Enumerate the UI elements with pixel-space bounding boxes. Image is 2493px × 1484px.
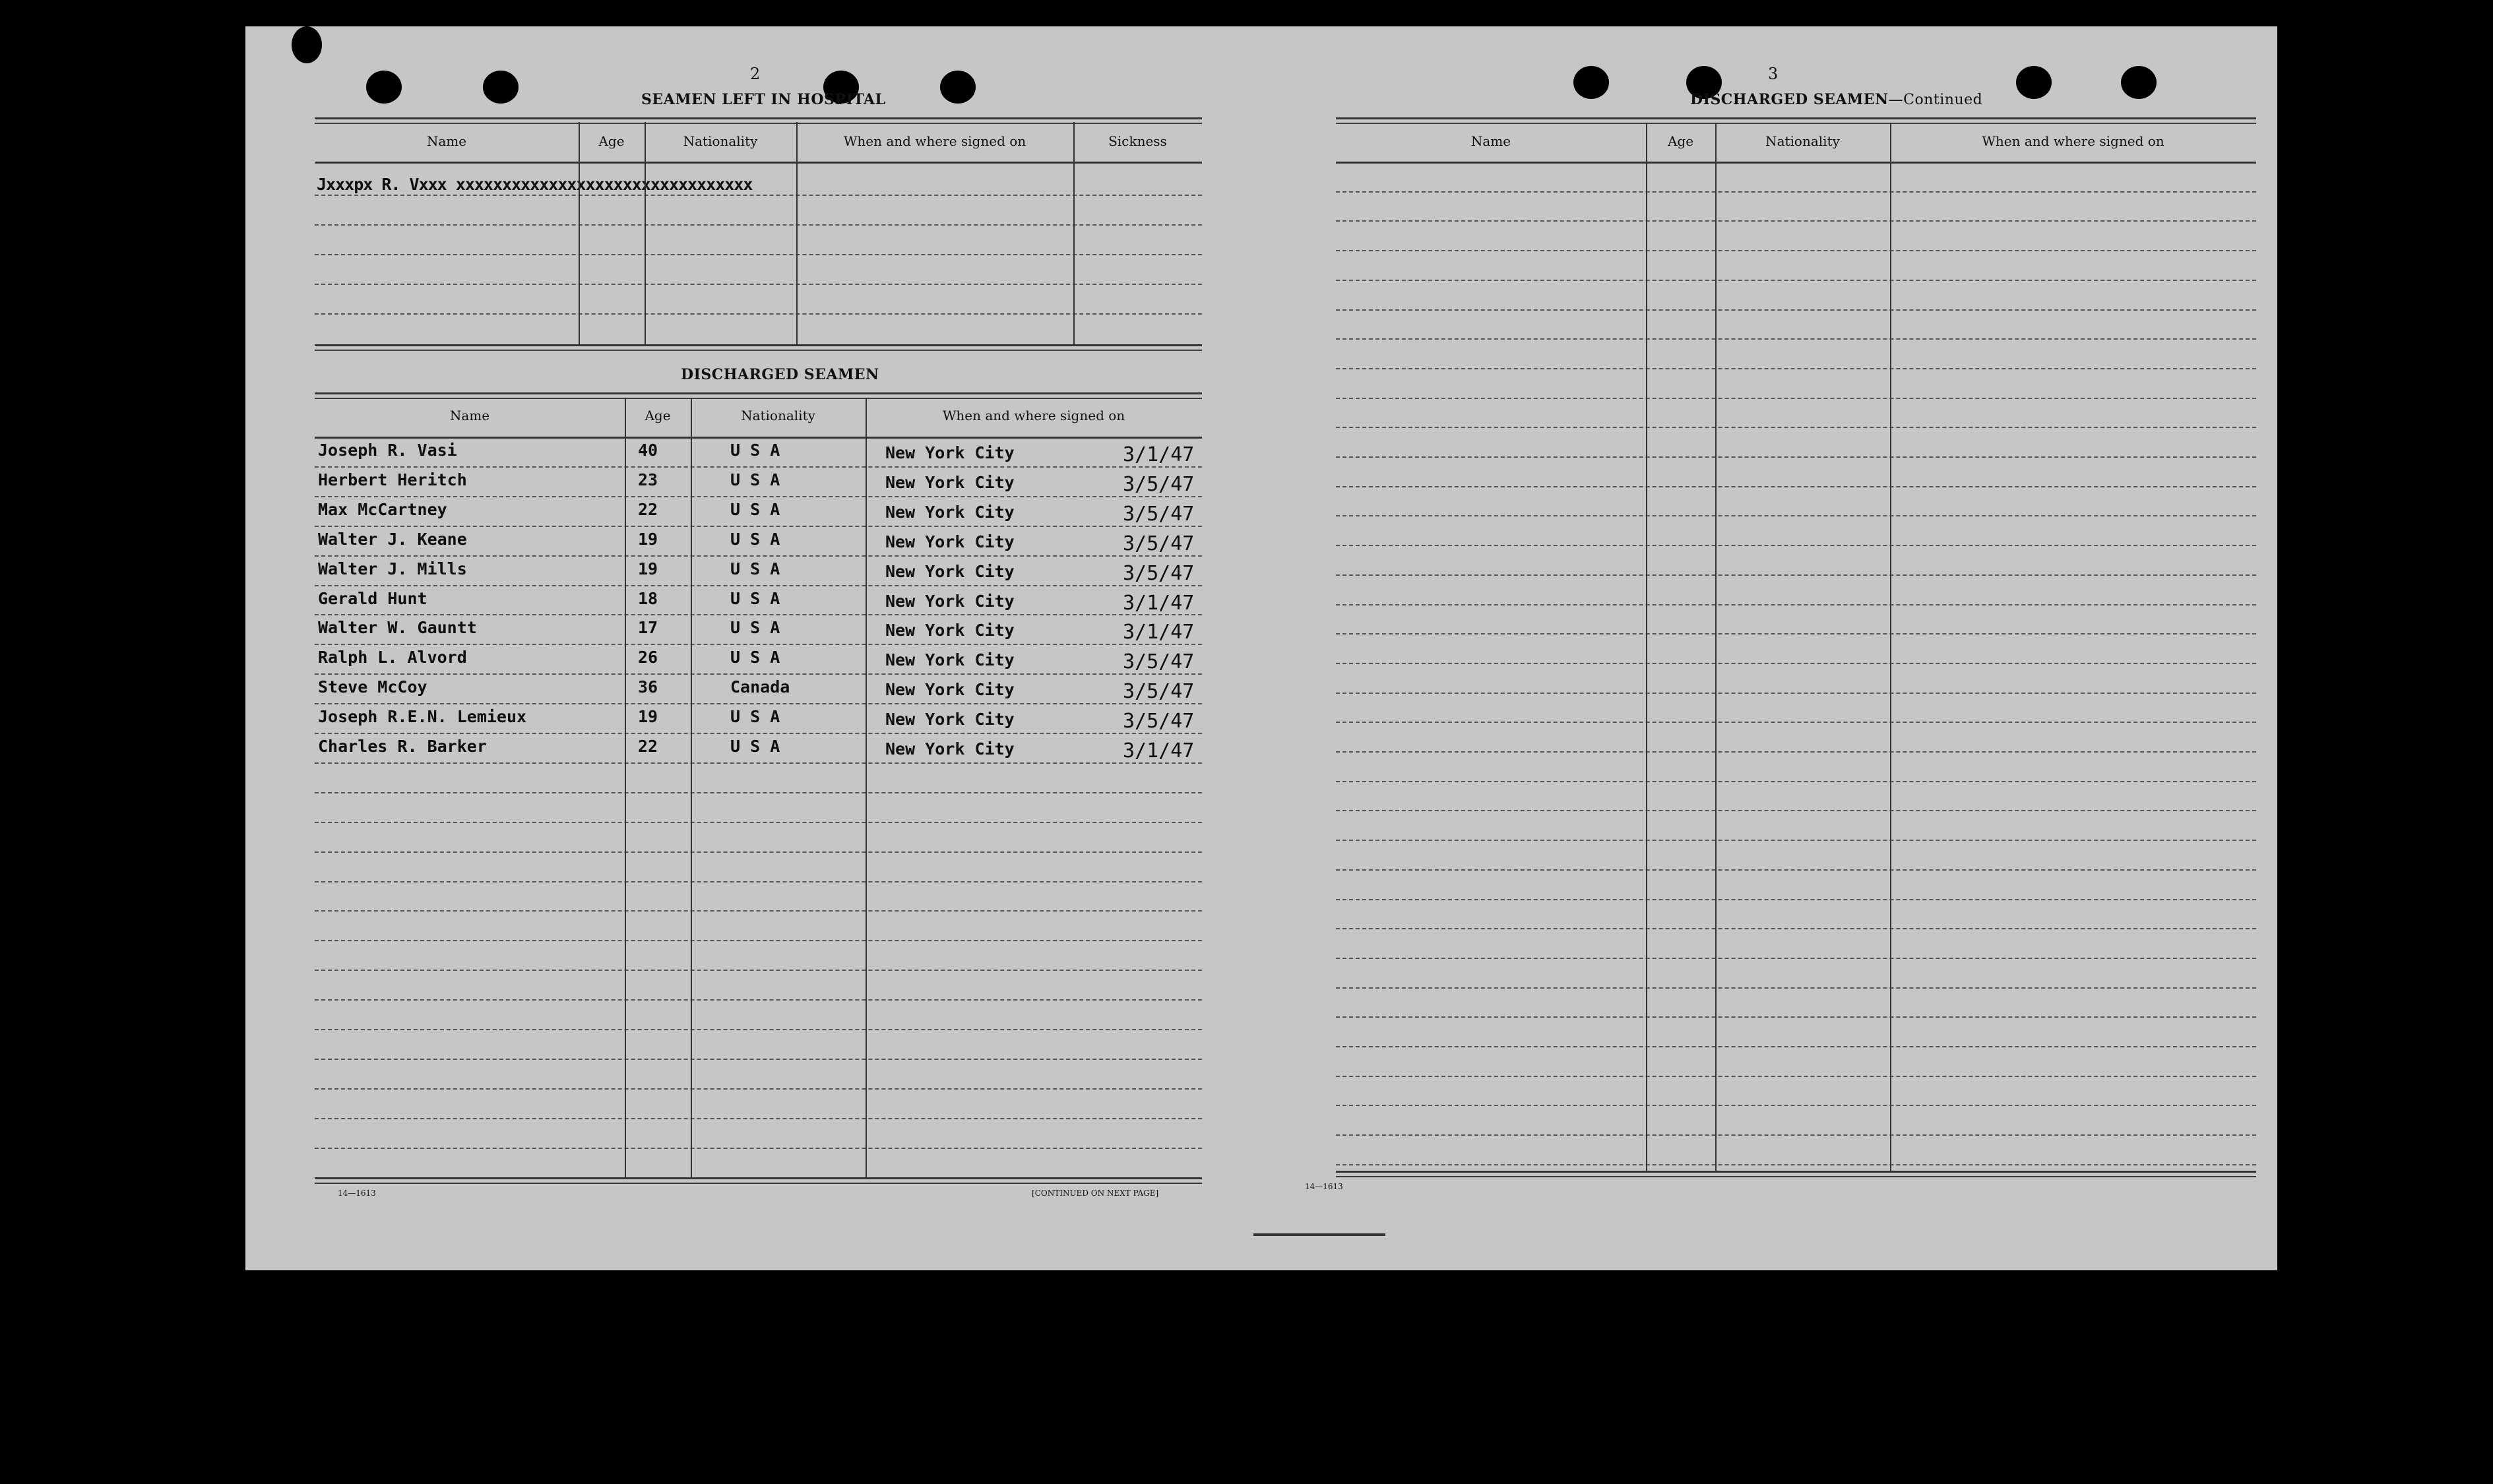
row-rule: [1336, 958, 2256, 959]
cell-place: New York City: [885, 502, 1015, 522]
row-rule: [315, 585, 1202, 586]
document-sheet: [245, 26, 2277, 1270]
form-number: 14—1613: [1305, 1182, 1343, 1191]
cell-age: 22: [638, 499, 658, 519]
cell-place: New York City: [885, 443, 1015, 462]
row-rule: [1336, 338, 2256, 340]
row-rule: [1336, 633, 2256, 634]
cell-nationality: U S A: [730, 618, 780, 638]
binder-hole: [292, 26, 322, 63]
cell-date: 3/1/47: [1123, 621, 1195, 644]
col-header-age: Age: [598, 133, 625, 149]
cell-nationality: U S A: [730, 529, 780, 549]
row-rule: [315, 999, 1202, 1001]
row-rule: [1336, 987, 2256, 989]
row-rule: [315, 851, 1202, 853]
cell-name: Joseph R.E.N. Lemieux: [318, 707, 527, 727]
row-rule: [1336, 722, 2256, 723]
cell-place: New York City: [885, 710, 1015, 729]
binder-hole: [366, 71, 402, 104]
row-rule: [1336, 693, 2256, 694]
col-header-nationality: Nationality: [1765, 133, 1840, 149]
row-rule: [1336, 663, 2256, 664]
col-header-nationality: Nationality: [741, 408, 815, 423]
right-page: [1280, 26, 2277, 1270]
cell-name: Charles R. Barker: [318, 737, 487, 756]
row-rule: [1336, 515, 2256, 516]
row-rule: [1336, 1164, 2256, 1165]
row-rule: [1336, 309, 2256, 311]
cell-nationality: U S A: [730, 559, 780, 578]
row-rule: [1336, 427, 2256, 428]
row-rule: [1336, 250, 2256, 251]
scan-edge-mark: [1253, 1233, 1385, 1236]
row-rule: [1336, 545, 2256, 546]
left-page: [245, 26, 1258, 1270]
col-header-name: Name: [1470, 133, 1511, 149]
row-rule: [1336, 869, 2256, 871]
cell-nationality: U S A: [730, 707, 780, 727]
cell-date: 3/5/47: [1123, 680, 1195, 704]
row-rule: [315, 940, 1202, 941]
cell-age: 19: [638, 559, 658, 578]
row-rule: [1336, 280, 2256, 281]
row-rule: [1336, 368, 2256, 369]
form-number: 14—1613: [338, 1189, 376, 1198]
binder-hole: [2121, 66, 2157, 99]
cell-date: 3/5/47: [1123, 710, 1195, 733]
binder-hole: [1573, 66, 1609, 99]
cell-nationality: U S A: [730, 441, 780, 460]
cell-date: 3/5/47: [1123, 561, 1195, 585]
row-rule: [315, 1088, 1202, 1090]
cell-name: Max McCartney: [318, 499, 447, 519]
row-rule: [1336, 456, 2256, 458]
row-rule: [315, 970, 1202, 971]
row-rule: [315, 822, 1202, 823]
cell-name: Herbert Heritch: [318, 470, 467, 489]
row-rule: [315, 1029, 1202, 1030]
cell-name: Walter J. Keane: [318, 529, 467, 549]
cell-name: Ralph L. Alvord: [318, 648, 467, 667]
col-header-age: Age: [645, 408, 671, 423]
row-rule: [1336, 928, 2256, 929]
row-rule: [315, 910, 1202, 912]
row-rule: [1336, 574, 2256, 576]
title-main: DISCHARGED SEAMEN: [1690, 91, 1889, 108]
cell-place: New York City: [885, 472, 1015, 492]
row-rule: [315, 792, 1202, 793]
cell-age: 18: [638, 588, 658, 608]
continued-note: [CONTINUED ON NEXT PAGE]: [1032, 1189, 1159, 1198]
cell-age: 19: [638, 529, 658, 549]
row-rule: [315, 1118, 1202, 1119]
row-rule: [1336, 751, 2256, 753]
cell-place: New York City: [885, 561, 1015, 581]
binder-hole: [2016, 66, 2052, 99]
cell-place: New York City: [885, 591, 1015, 611]
row-rule: [1336, 1046, 2256, 1047]
cell-nationality: U S A: [730, 648, 780, 667]
row-rule: [315, 1148, 1202, 1149]
cell-date: 3/5/47: [1123, 502, 1195, 526]
row-rule: [315, 1059, 1202, 1060]
row-rule: [315, 644, 1202, 645]
col-header-signed-on: When and where signed on: [843, 133, 1026, 149]
cell-place: New York City: [885, 650, 1015, 670]
row-rule: [315, 673, 1202, 675]
cell-nationality: U S A: [730, 470, 780, 489]
row-rule: [1336, 1134, 2256, 1136]
col-header-name: Name: [449, 408, 490, 423]
row-rule: [1336, 1076, 2256, 1077]
cell-age: 17: [638, 618, 658, 638]
col-header-nationality: Nationality: [683, 133, 758, 149]
cell-date: 3/1/47: [1123, 443, 1195, 466]
cell-nationality: U S A: [730, 737, 780, 756]
row-rule: [1336, 604, 2256, 605]
cell-age: 36: [638, 677, 658, 697]
cell-name: Joseph R. Vasi: [318, 441, 457, 460]
row-rule: [315, 555, 1202, 557]
row-rule: [315, 496, 1202, 497]
cell-nationality: U S A: [730, 499, 780, 519]
cell-place: New York City: [885, 680, 1015, 700]
cell-date: 3/5/47: [1123, 650, 1195, 674]
row-rule: [315, 703, 1202, 704]
cell-age: 23: [638, 470, 658, 489]
row-rule: [315, 762, 1202, 764]
hospital-struck-entry: Jxxxpx R. Vxxx xxxxxxxxxxxxxxxxxxxxxxxxxxxxxxxx: [317, 175, 753, 194]
col-header-age: Age: [1667, 133, 1694, 149]
row-rule: [315, 614, 1202, 615]
cell-name: Gerald Hunt: [318, 588, 427, 608]
cell-place: New York City: [885, 532, 1015, 551]
binder-hole: [483, 71, 519, 104]
page-number: 2: [750, 65, 761, 83]
cell-place: New York City: [885, 621, 1015, 640]
title-suffix: —Continued: [1888, 92, 1983, 108]
cell-nationality: Canada: [730, 677, 790, 697]
discharged-section-title: DISCHARGED SEAMEN: [681, 366, 879, 383]
cell-name: Walter J. Mills: [318, 559, 467, 578]
cell-nationality: U S A: [730, 588, 780, 608]
row-rule: [315, 881, 1202, 882]
row-rule: [1336, 781, 2256, 782]
row-rule: [1336, 220, 2256, 222]
row-rule: [1336, 810, 2256, 811]
binder-hole: [940, 71, 976, 104]
row-rule: [1336, 840, 2256, 841]
col-header-signed-on: When and where signed on: [1982, 133, 2164, 149]
cell-name: Steve McCoy: [318, 677, 427, 697]
row-rule: [315, 526, 1202, 527]
cell-age: 26: [638, 648, 658, 667]
cell-date: 3/5/47: [1123, 472, 1195, 496]
row-rule: [1336, 899, 2256, 900]
col-header-name: Name: [426, 133, 467, 149]
row-rule: [1336, 191, 2256, 193]
cell-place: New York City: [885, 739, 1015, 758]
cell-age: 19: [638, 707, 658, 727]
row-rule: [315, 466, 1202, 468]
row-rule: [1336, 1016, 2256, 1018]
row-rule: [315, 733, 1202, 734]
page-number: 3: [1768, 65, 1779, 83]
col-header-sickness: Sickness: [1108, 133, 1167, 149]
cell-name: Walter W. Gauntt: [318, 618, 477, 638]
row-rule: [1336, 486, 2256, 487]
cell-date: 3/5/47: [1123, 532, 1195, 555]
row-rule: [1336, 398, 2256, 399]
cell-date: 3/1/47: [1123, 591, 1195, 615]
discharged-continued-title: [1690, 91, 1982, 108]
row-rule: [1336, 1105, 2256, 1106]
col-header-signed-on: When and where signed on: [942, 408, 1125, 423]
cell-date: 3/1/47: [1123, 739, 1195, 762]
cell-age: 40: [638, 441, 658, 460]
cell-age: 22: [638, 737, 658, 756]
hospital-section-title: SEAMEN LEFT IN HOSPITAL: [641, 91, 886, 108]
